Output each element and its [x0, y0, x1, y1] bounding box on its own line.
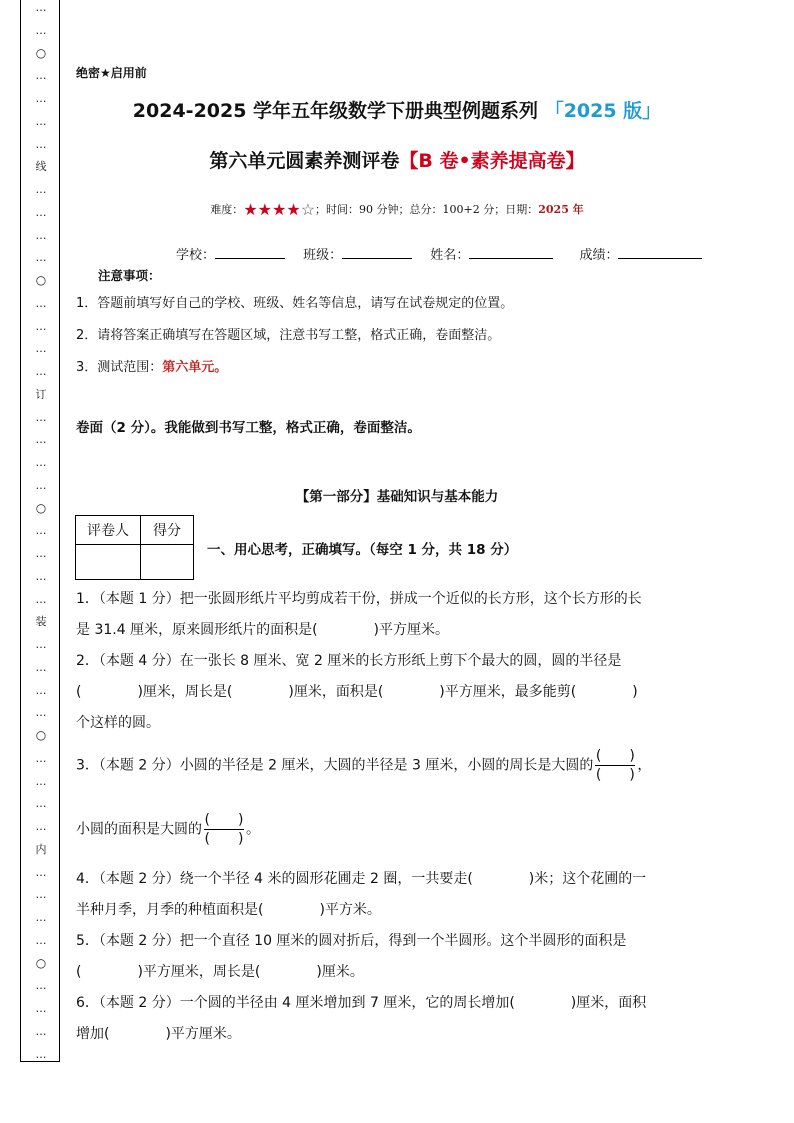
binding-dots: … — [35, 683, 47, 697]
fraction-bar — [595, 765, 635, 766]
binding-dots: … — [35, 865, 47, 879]
question-3-text-2: 小圆的面积是大圆的 — [76, 821, 202, 838]
fraction-blank[interactable] — [204, 812, 244, 847]
binding-word: 线 — [35, 160, 47, 174]
binding-dots: … — [35, 751, 47, 765]
question-3-comma: ， — [637, 757, 652, 774]
notice-item-3-prefix: 3．测试范围： — [76, 360, 163, 375]
score-blank[interactable] — [618, 246, 702, 259]
question-2-line-1: 2．（本题 4 分）在一张长 8 厘米、宽 2 厘米的长方形纸上剪下个最大的圆，圆的半径是 — [76, 653, 622, 669]
binding-dots: … — [35, 92, 47, 105]
fraction-blank[interactable] — [595, 748, 635, 783]
title-edition: 「2025 版」 — [544, 100, 662, 122]
test-range: 第六单元。 — [162, 360, 228, 375]
name-field[interactable] — [430, 244, 553, 263]
binding-dots: … — [35, 1047, 47, 1061]
section-title: 一、用心思考，正确填写。（每空 1 分，共 18 分） — [207, 542, 518, 558]
notice-item-3 — [76, 356, 227, 375]
binding-dots: … — [35, 979, 47, 993]
question-3-text-1: 3．（本题 2 分）小圆的半径是 2 厘米，大圆的半径是 3 厘米，小圆的周长是大圆的 — [76, 757, 594, 774]
class-label: 班级： — [303, 248, 343, 263]
subtitle-volume: 【B 卷•素养提高卷】 — [399, 150, 585, 172]
school-blank[interactable] — [215, 246, 285, 259]
binding-dots: … — [35, 433, 47, 447]
reviewer-header: 评卷人 — [76, 516, 141, 545]
binding-dots: … — [35, 365, 47, 378]
binding-circle-icon: ○ — [35, 45, 47, 60]
question-3-period: 。 — [246, 821, 260, 838]
fraction-numerator: ( ) — [595, 748, 635, 764]
binding-dots: … — [35, 183, 47, 196]
binding-dots: … — [35, 319, 47, 333]
binding-dots: … — [35, 205, 47, 219]
star-filled-icon: ★★★★ — [243, 200, 301, 219]
binding-dots: … — [35, 660, 47, 674]
fraction-numerator: ( ) — [204, 812, 244, 828]
name-blank[interactable] — [469, 246, 553, 259]
question-1-line-2: 是 31.4 厘米，原来圆形纸片的面积是( )平方厘米。 — [76, 622, 449, 638]
question-2-line-2: ( )厘米，周长是( )厘米，面积是( )平方厘米，最多能剪( ) — [76, 684, 638, 700]
binding-dots: … — [35, 342, 47, 356]
notice-item-2: 2．请将答案正确填写在答题区域，注意书写工整，格式正确，卷面整洁。 — [76, 328, 501, 343]
question-1-line-1: 1．（本题 1 分）把一张圆形纸片平均剪成若干份，拼成一个近似的长方形，这个长方形的长 — [76, 591, 642, 607]
binding-word: 订 — [35, 387, 47, 401]
binding-dots: … — [35, 23, 47, 37]
binding-word: 内 — [35, 842, 47, 856]
binding-circle-icon: ○ — [35, 955, 47, 970]
binding-circle-icon: ○ — [35, 728, 47, 742]
student-info-fields — [176, 244, 716, 263]
time-total: ；时间：90 分钟；总分：100+2 分；日期： — [315, 203, 539, 216]
star-empty-icon: ☆ — [300, 200, 316, 219]
binding-circle-icon: ○ — [35, 273, 47, 287]
binding-circle-icon: ○ — [35, 500, 47, 515]
binding-dots: … — [35, 228, 47, 242]
binding-dots: … — [35, 137, 47, 151]
binding-dots: … — [35, 69, 47, 83]
school-field[interactable] — [176, 244, 285, 263]
binding-dots: … — [35, 114, 47, 128]
notice-item-1: 1．答题前填写好自己的学校、班级、姓名等信息，请写在试卷规定的位置。 — [76, 296, 514, 311]
class-field[interactable] — [303, 244, 412, 263]
binding-dots: … — [35, 774, 47, 788]
neatness-note: 卷面（2 分）。我能做到书写工整，格式正确，卷面整洁。 — [76, 420, 421, 436]
question-3-line-2 — [76, 812, 260, 847]
exam-date: 2025 年 — [538, 203, 584, 216]
binding-dots: … — [35, 547, 47, 560]
question-6-line-2: 增加( )平方厘米。 — [76, 1026, 241, 1042]
fraction-bar — [204, 829, 244, 830]
question-3-line-1 — [76, 748, 651, 783]
class-blank[interactable] — [342, 246, 412, 259]
score-cell[interactable] — [141, 545, 194, 580]
binding-dots: … — [35, 524, 47, 538]
exam-meta — [0, 198, 794, 217]
question-4-line-2: 半种月季，月季的种植面积是( )平方米。 — [76, 902, 381, 918]
name-label: 姓名： — [430, 248, 470, 263]
score-field[interactable] — [579, 244, 702, 263]
binding-dots: … — [35, 888, 47, 902]
score-header: 得分 — [141, 516, 194, 545]
difficulty-label: 难度： — [210, 203, 244, 216]
title-main: 2024-2025 学年五年级数学下册典型例题系列 — [132, 100, 539, 122]
binding-dots: … — [35, 296, 47, 310]
binding-dots: … — [35, 569, 47, 583]
binding-dots: … — [35, 592, 47, 606]
question-4-line-1: 4．（本题 2 分）绕一个半径 4 米的圆形花圃走 2 圈，一共要走( )米；这个花圃的一 — [76, 871, 647, 887]
difficulty-stars — [243, 200, 315, 219]
part-title: 【第一部分】基础知识与基本能力 — [295, 489, 499, 505]
binding-dots: … — [35, 706, 47, 720]
subtitle-main: 第六单元圆素养测评卷 — [209, 150, 400, 172]
page-title — [0, 96, 794, 123]
binding-dots: … — [35, 933, 47, 947]
binding-dots: … — [35, 1024, 47, 1038]
binding-dots: … — [35, 251, 47, 265]
score-label: 成绩： — [579, 248, 619, 263]
question-6-line-1: 6．（本题 2 分）一个圆的半径由 4 厘米增加到 7 厘米，它的周长增加( )厘米，面积 — [76, 995, 647, 1011]
binding-word: 装 — [35, 615, 47, 629]
question-5-line-1: 5．（本题 2 分）把一个直径 10 厘米的圆对折后，得到一个半圆形。这个半圆形的面积是 — [76, 933, 627, 949]
page-subtitle — [0, 146, 794, 173]
binding-dots: … — [35, 638, 47, 651]
binding-dots: … — [35, 1002, 47, 1015]
fraction-denominator: ( ) — [595, 767, 635, 783]
binding-dots: … — [35, 456, 47, 469]
score-table — [75, 515, 194, 580]
binding-dots: … — [35, 1, 47, 14]
binding-dots: … — [35, 820, 47, 833]
binding-dots: … — [35, 797, 47, 811]
fraction-denominator: ( ) — [204, 831, 244, 847]
binding-dots: … — [35, 478, 47, 492]
question-5-line-2: ( )平方厘米，周长是( )厘米。 — [76, 964, 364, 980]
notice-heading: 注意事项： — [98, 268, 161, 283]
school-label: 学校： — [176, 248, 216, 263]
question-2-line-3: 个这样的圆。 — [76, 715, 160, 731]
binding-dots: … — [35, 410, 47, 424]
binding-dots: … — [35, 911, 47, 924]
reviewer-cell[interactable] — [76, 545, 141, 580]
secret-label: 绝密★启用前 — [76, 66, 147, 80]
